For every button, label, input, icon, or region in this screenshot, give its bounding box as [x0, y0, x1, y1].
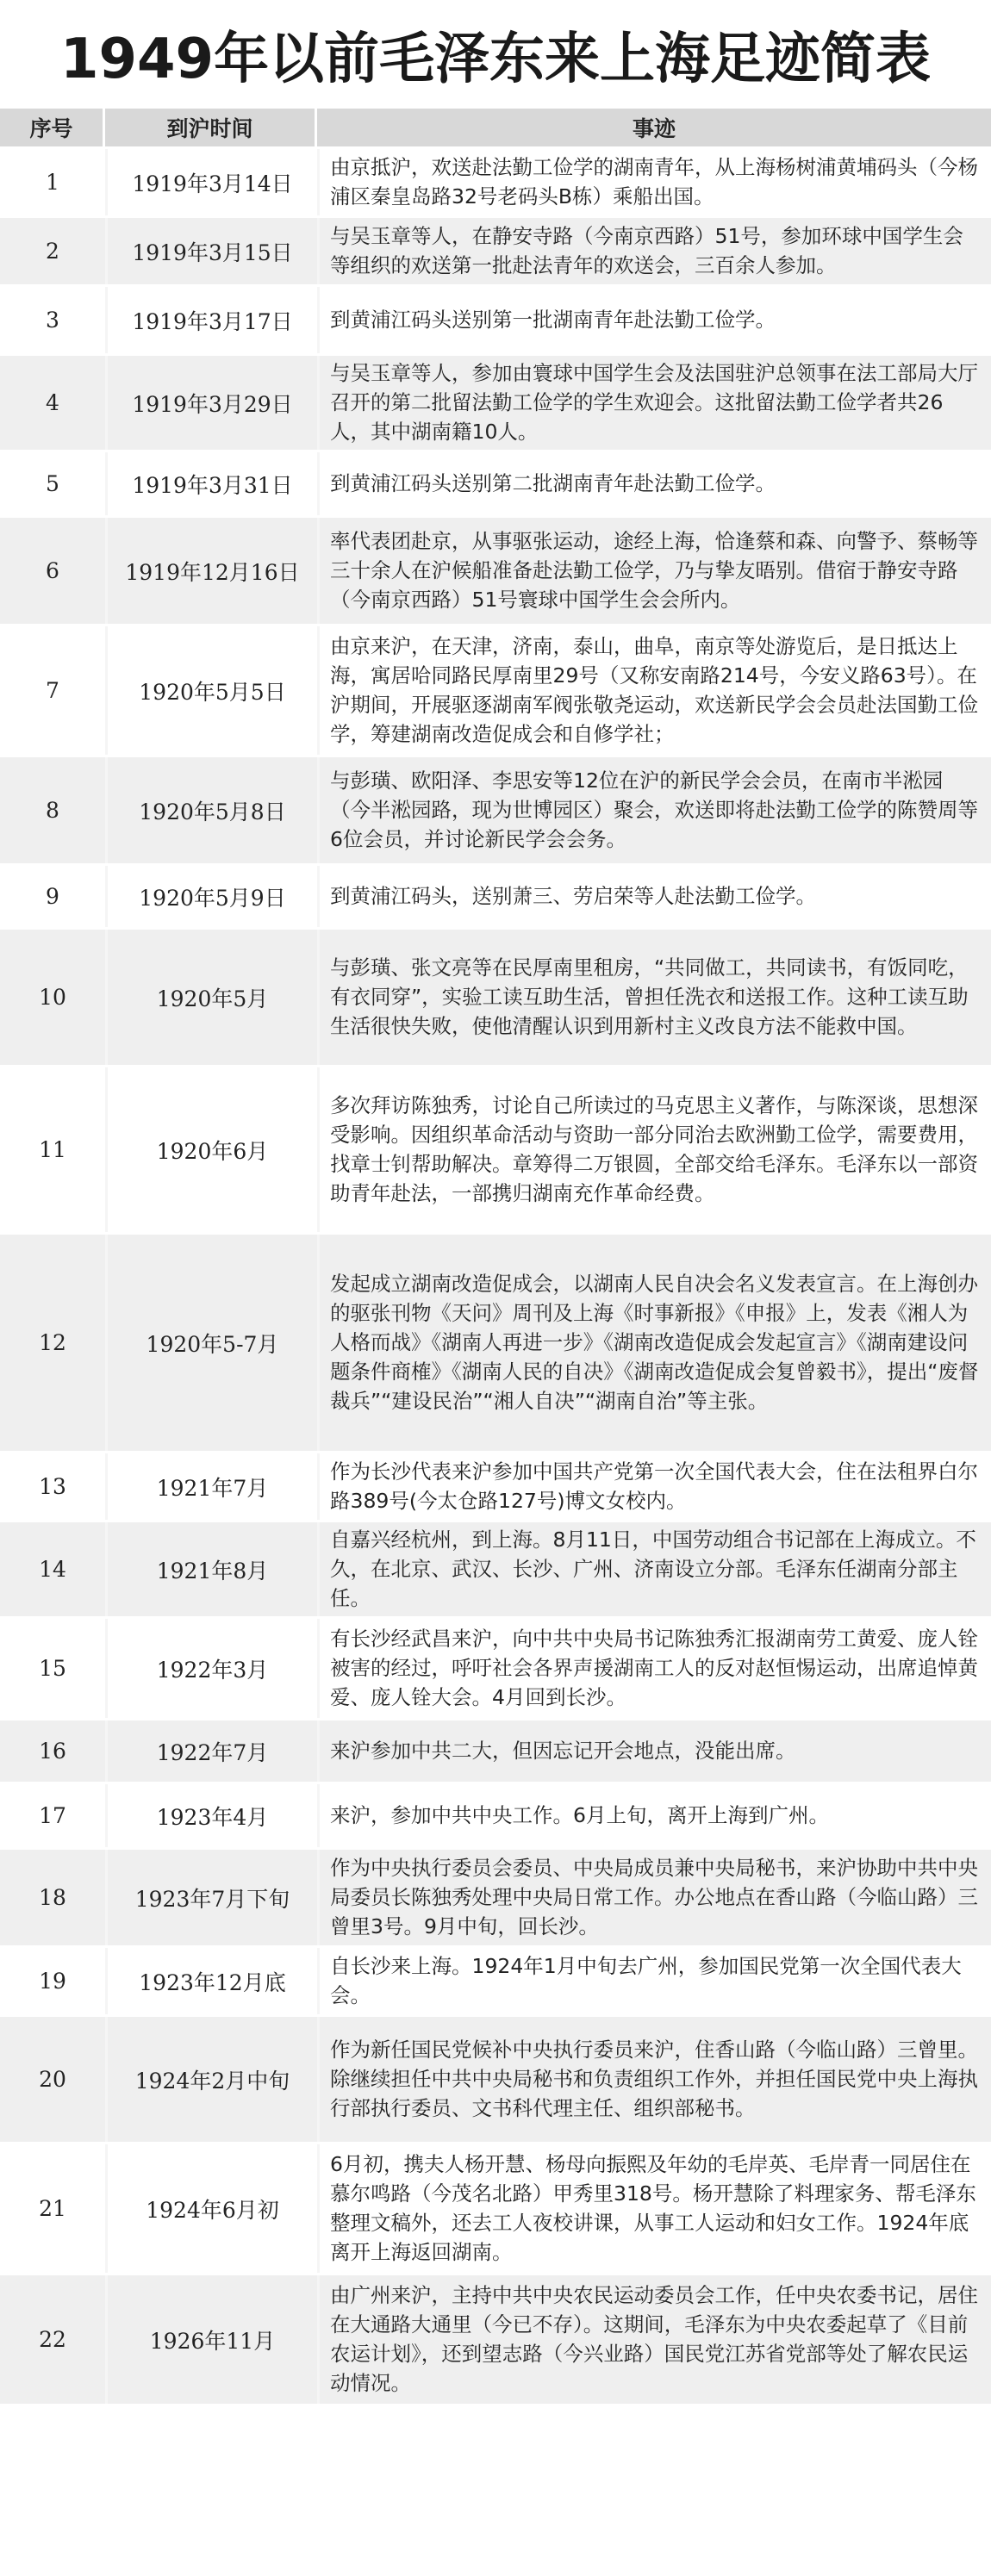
row-index: 4: [46, 390, 59, 415]
row-index: 18: [39, 1885, 66, 1910]
row-event-cell: [317, 866, 991, 927]
row-time: 1919年3月31日: [105, 452, 317, 515]
row-event: 与吴玉章等人，参加由寰球中国学生会及法国驻沪总领事在法工部局大厅召开的第二批留法勤工俭学的学生欢迎会。这批留法勤工俭学者共26人，其中湖南籍10人。: [330, 361, 978, 444]
table-row: [0, 284, 991, 353]
row-time: 1921年8月: [105, 1522, 317, 1616]
table-row: [0, 2142, 991, 2273]
page-title: 1949年以前毛泽东来上海足迹简表: [59, 28, 932, 91]
table-row: [0, 755, 991, 863]
table-row: [0, 1718, 991, 1782]
row-index: 1: [46, 170, 59, 195]
row-event: 与彭璜、张文亮等在民厚南里租房，“共同做工，共同读书，有饭同吃，有衣同穿”，实验工读互助生活，曾担任洗衣和送报工作。这种工读互助生活很快失败，使他清醒认识到用新村主义改良方法不能救中国。: [330, 955, 969, 1038]
row-index: 9: [46, 884, 59, 909]
row-time: 1919年3月29日: [105, 356, 317, 450]
row-event: 来沪，参加中共中央工作。6月上旬，离开上海到广州。: [330, 1803, 829, 1827]
row-time: 1923年4月: [105, 1784, 317, 1847]
table-row: [0, 1782, 991, 1847]
row-event-cell: [317, 930, 991, 1065]
row-index: 17: [39, 1803, 66, 1828]
row-time: 1920年5月: [105, 930, 317, 1065]
table-header: [0, 109, 991, 146]
row-event-cell: [317, 1720, 991, 1782]
row-event-cell: [317, 356, 991, 450]
row-time: 1926年11月: [105, 2275, 317, 2404]
row-event-cell: [317, 2275, 991, 2404]
row-event-cell: [317, 218, 991, 284]
table-row: [0, 1065, 991, 1232]
table-row: [0, 1232, 991, 1451]
row-event: 由广州来沪，主持中共中央农民运动委员会工作，任中央农委书记，居住在大通路大通里（今已不存）。这期间，毛泽东为中央农委起草了《目前农运计划》，还到望志路（今兴业路）国民党江苏省党部等处了解农民运动情况。: [330, 2283, 978, 2395]
row-event: 作为中央执行委员会委员、中央局成员兼中央局秘书，来沪协助中共中央局委员长陈独秀处理中央局日常工作。办公地点在香山路（今临山路）三曾里3号。9月中旬，回长沙。: [330, 1856, 978, 1938]
row-event: 到黄浦江码头送别第二批湖南青年赴法勤工俭学。: [330, 471, 776, 495]
row-time: 1920年5月5日: [105, 626, 317, 755]
table-row: [0, 353, 991, 450]
footprint-table: [0, 109, 991, 2404]
row-event-cell: [317, 1619, 991, 1718]
row-time: 1920年5-7月: [105, 1235, 317, 1451]
row-event-cell: [317, 1948, 991, 2014]
row-time: 1922年3月: [105, 1619, 317, 1718]
table-row: [0, 1451, 991, 1520]
row-event: 由京抵沪，欢送赴法勤工俭学的湖南青年，从上海杨树浦黄埔码头（今杨浦区秦皇岛路32号老码头B栋）乘船出国。: [330, 155, 978, 208]
header-index: 序号: [0, 109, 105, 146]
row-time: 1919年3月17日: [105, 287, 317, 353]
table-row: [0, 927, 991, 1065]
row-time: 1924年2月中旬: [105, 2017, 317, 2142]
row-index: 22: [39, 2327, 66, 2352]
row-index: 15: [39, 1656, 66, 1681]
row-time: 1919年3月14日: [105, 149, 317, 215]
table-row: [0, 624, 991, 755]
row-time: 1920年5月8日: [105, 757, 317, 863]
row-time: 1920年6月: [105, 1067, 317, 1232]
row-index: 11: [39, 1137, 66, 1162]
row-event-cell: [317, 1235, 991, 1451]
row-time: 1921年7月: [105, 1453, 317, 1520]
row-event: 作为新任国民党候补中央执行委员来沪，住香山路（今临山路）三曾里。除继续担任中共中央局秘书和负责组织工作外，并担任国民党中央上海执行部执行委员、文书科代理主任、组织部秘书。: [330, 2038, 978, 2120]
table-row: [0, 1847, 991, 1945]
table-row: [0, 515, 991, 624]
row-time: 1919年12月16日: [105, 518, 317, 624]
row-event: 到黄浦江码头送别第一批湖南青年赴法勤工俭学。: [330, 308, 776, 332]
row-index: 8: [46, 798, 59, 823]
row-event-cell: [317, 757, 991, 863]
table-row: [0, 1945, 991, 2014]
table-row: [0, 215, 991, 284]
table-row: [0, 2273, 991, 2404]
row-event: 与彭璜、欧阳泽、李思安等12位在沪的新民学会会员，在南市半淞园（今半淞园路，现为世博园区）聚会，欢送即将赴法勤工俭学的陈赞周等6位会员，并讨论新民学会会务。: [330, 768, 978, 851]
row-event: 自嘉兴经杭州，到上海。8月11日，中国劳动组合书记部在上海成立。不久，在北京、武汉、长沙、广州、济南设立分部。毛泽东任湖南分部主任。: [330, 1528, 976, 1610]
row-event: 有长沙经武昌来沪，向中共中央局书记陈独秀汇报湖南劳工黄爱、庞人铨被害的经过，呼吁社会各界声援湖南工人的反对赵恒惕运动，出席追悼黄爱、庞人铨大会。4月回到长沙。: [330, 1627, 978, 1709]
row-index: 6: [46, 558, 59, 583]
table-row: [0, 1616, 991, 1718]
row-event: 与吴玉章等人，在静安寺路（今南京西路）51号，参加环球中国学生会等组织的欢送第一批赴法青年的欢送会，三百余人参加。: [330, 224, 963, 277]
table-row: [0, 146, 991, 215]
row-event-cell: [317, 1067, 991, 1232]
row-index: 16: [39, 1739, 66, 1764]
row-event: 作为长沙代表来沪参加中国共产党第一次全国代表大会，住在法租界白尔路389号(今太仓路127号)博文女校内。: [330, 1459, 978, 1513]
row-index: 10: [39, 985, 66, 1010]
row-index: 14: [39, 1557, 66, 1582]
row-index: 5: [46, 471, 59, 496]
row-time: 1923年12月底: [105, 1948, 317, 2014]
row-time: 1924年6月初: [105, 2144, 317, 2273]
row-event: 多次拜访陈独秀，讨论自己所读过的马克思主义著作，与陈深谈，思想深受影响。因组织革命活动与资助一部分同治去欧洲勤工俭学，需要费用，找章士钊帮助解决。章筹得二万银圆，全部交给毛泽东。毛泽东以一部资助青年赴法，一部携归湖南充作革命经费。: [330, 1093, 978, 1205]
table-row: [0, 1520, 991, 1616]
table-row: [0, 2014, 991, 2142]
table-row: [0, 863, 991, 927]
row-event-cell: [317, 1522, 991, 1616]
row-index: 20: [39, 2067, 66, 2092]
table-row: [0, 450, 991, 515]
row-time: 1923年7月下旬: [105, 1850, 317, 1945]
header-event: 事迹: [317, 109, 991, 146]
row-event-cell: [317, 1453, 991, 1520]
header-time: 到沪时间: [105, 109, 317, 146]
row-event: 由京来沪，在天津，济南，泰山，曲阜，南京等处游览后，是日抵达上海，寓居哈同路民厚南里29号（又称安南路214号，今安义路63号）。在沪期间，开展驱逐湖南军阀张敬尧运动，欢送新民学会会员赴法国勤工俭学，筹建湖南改造促成会和自修学社；: [330, 634, 978, 746]
row-event: 自长沙来上海。1924年1月中旬去广州，参加国民党第一次全国代表大会。: [330, 1954, 962, 2007]
row-index: 21: [39, 2196, 66, 2221]
row-event-cell: [317, 287, 991, 353]
row-event-cell: [317, 2144, 991, 2273]
row-index: 12: [39, 1330, 66, 1355]
row-time: 1920年5月9日: [105, 866, 317, 927]
row-event-cell: [317, 2017, 991, 2142]
row-event: 来沪参加中共二大，但因忘记开会地点，没能出席。: [330, 1739, 796, 1763]
row-event-cell: [317, 1850, 991, 1945]
row-event-cell: [317, 452, 991, 515]
row-index: 19: [39, 1969, 66, 1994]
row-index: 2: [46, 239, 59, 264]
row-event: 到黄浦江码头，送别萧三、劳启荣等人赴法勤工俭学。: [330, 884, 816, 908]
row-index: 3: [46, 308, 59, 333]
row-event-cell: [317, 626, 991, 755]
row-time: 1922年7月: [105, 1720, 317, 1782]
row-event-cell: [317, 1784, 991, 1847]
row-index: 13: [39, 1474, 66, 1499]
row-event: 率代表团赴京，从事驱张运动，途经上海，恰逢蔡和森、向警予、蔡畅等三十余人在沪候船准备赴法勤工俭学，乃与挚友晤别。借宿于静安寺路（今南京西路）51号寰球中国学生会会所内。: [330, 529, 978, 612]
table-body: [0, 146, 991, 2404]
row-event-cell: [317, 518, 991, 624]
row-event-cell: [317, 149, 991, 215]
row-event: 6月初，携夫人杨开慧、杨母向振熙及年幼的毛岸英、毛岸青一同居住在慕尔鸣路（今茂名北路）甲秀里318号。杨开慧除了料理家务、帮毛泽东整理文稿外，还去工人夜校讲课，从事工人运动和妇女工作。1924年底离开上海返回湖南。: [330, 2152, 976, 2264]
row-event: 发起成立湖南改造促成会，以湖南人民自决会名义发表宣言。在上海创办的驱张刊物《天问》周刊及上海《时事新报》《申报》上，发表《湘人为人格而战》《湖南人再进一步》《湖南改造促成会发起宣言》《湖南建设问题条件商榷》《湖南人民的自决》《湖南改造促成会复曾毅书》，提出“废督裁兵”“建设民治”“湘人自决”“湖南自治”等主张。: [330, 1272, 979, 1413]
row-time: 1919年3月15日: [105, 218, 317, 284]
row-index: 7: [46, 678, 59, 703]
